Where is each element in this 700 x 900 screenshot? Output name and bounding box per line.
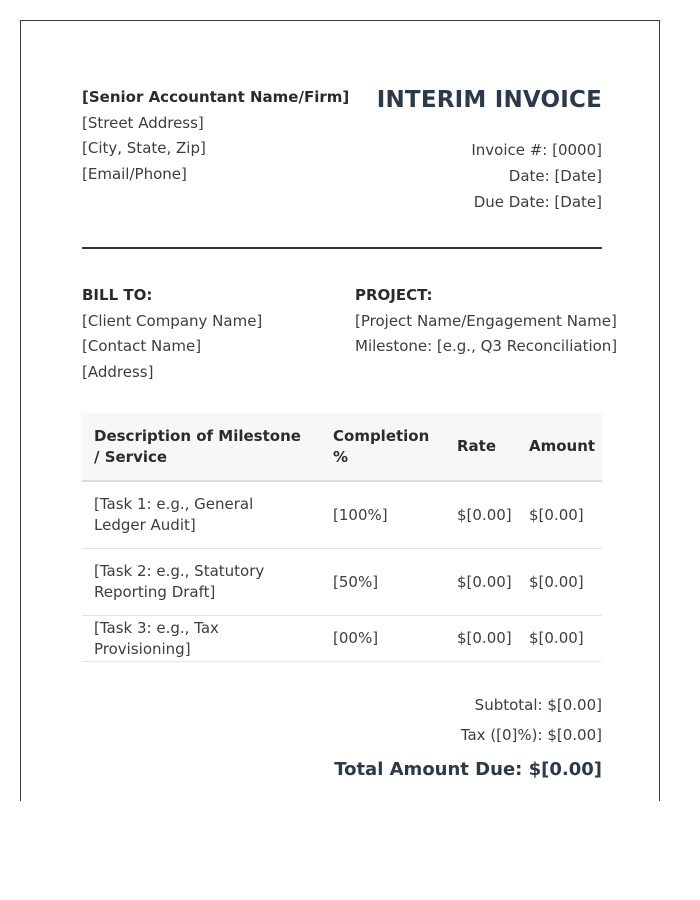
header-divider [82, 247, 602, 249]
project-block [355, 283, 617, 360]
invoice-due-date: Due Date: [Date] [473, 193, 602, 211]
project-milestone: Milestone: [e.g., Q3 Reconciliation] [355, 337, 618, 355]
row-description: [Task 1: e.g., General Ledger Audit] [82, 481, 321, 549]
row-amount: $[0.00] [517, 549, 602, 616]
invoice-date: Date: [Date] [508, 167, 602, 185]
row-description: [Task 2: e.g., Statutory Reporting Draft] [82, 549, 321, 616]
invoice-meta [471, 137, 602, 215]
bill-to-contact: [Contact Name] [82, 337, 202, 355]
sender-name: [Senior Accountant Name/Firm] [82, 88, 350, 106]
table-header-row [82, 413, 602, 481]
sender-contact: [Email/Phone] [82, 164, 187, 183]
invoice-page [20, 20, 660, 801]
row-completion: [100%] [321, 481, 445, 549]
subtotal: Subtotal: $[0.00] [474, 696, 602, 714]
table-row [82, 616, 602, 662]
row-rate: $[0.00] [445, 616, 517, 662]
sender-block [82, 85, 349, 187]
project-name: [Project Name/Engagement Name] [355, 311, 617, 330]
header-amount: Amount [517, 413, 602, 481]
row-rate: $[0.00] [445, 549, 517, 616]
line-items-table [82, 413, 602, 662]
header-description: Description of Milestone / Service [82, 413, 321, 481]
bill-to-label: BILL TO: [82, 286, 153, 304]
table-row [82, 549, 602, 616]
row-completion: [00%] [321, 616, 445, 662]
project-label: PROJECT: [355, 286, 433, 304]
tax: Tax ([0]%): $[0.00] [460, 726, 602, 744]
sender-street: [Street Address] [82, 113, 204, 132]
invoice-number: Invoice #: [0000] [471, 141, 602, 159]
bill-to-block [82, 283, 262, 385]
bill-to-company: [Client Company Name] [82, 311, 263, 330]
header-completion: Completion % [321, 413, 445, 481]
sender-city: [City, State, Zip] [82, 139, 206, 157]
row-completion: [50%] [321, 549, 445, 616]
row-description: [Task 3: e.g., Tax Provisioning] [82, 616, 321, 662]
table-row [82, 481, 602, 549]
row-rate: $[0.00] [445, 481, 517, 549]
total-amount-due: Total Amount Due: $[0.00] [334, 759, 602, 780]
bill-to-address: [Address] [82, 362, 154, 381]
totals-block [334, 693, 602, 783]
row-amount: $[0.00] [517, 481, 602, 549]
header-rate: Rate [445, 413, 517, 481]
invoice-title: INTERIM INVOICE [376, 87, 602, 113]
row-amount: $[0.00] [517, 616, 602, 662]
